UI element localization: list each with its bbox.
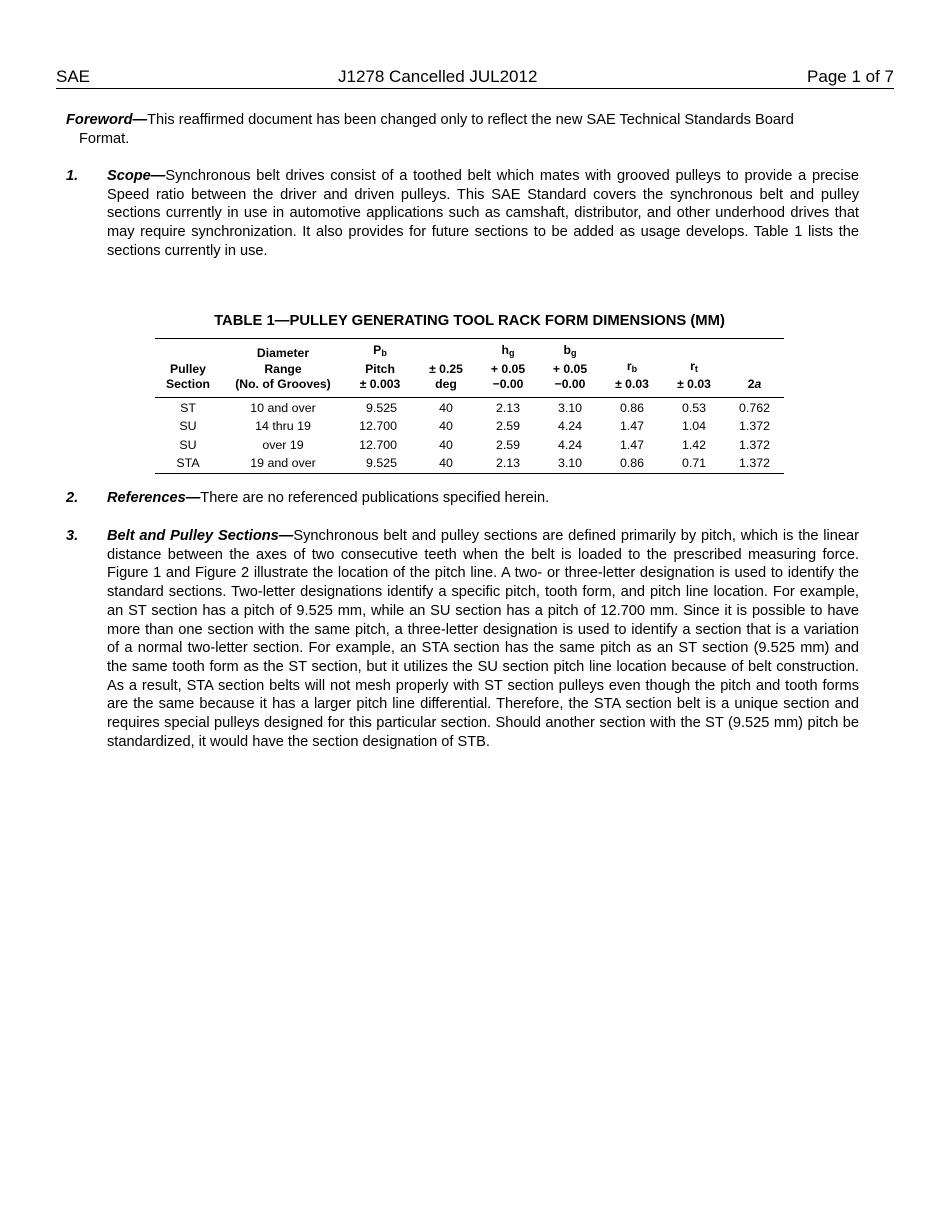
cell-bg: 3.10 <box>539 454 601 473</box>
cell-bg: 4.24 <box>557 437 583 452</box>
cell-angle: 40 <box>439 419 453 433</box>
cell-rb: 0.86 <box>601 454 663 473</box>
page-header <box>56 66 894 89</box>
cell-diameter: over 19 <box>262 437 304 452</box>
col-header-rb: $r_b$ ± 0.03 <box>601 339 663 398</box>
table-header-row <box>155 339 784 398</box>
col-header-2a: 2a <box>725 339 784 398</box>
foreword-heading: Foreword— <box>66 112 148 128</box>
cell-rt: 0.71 <box>663 454 725 473</box>
cell-pitch: 12.700 <box>359 437 397 452</box>
section-heading: Belt and Pulley Sections— <box>107 528 294 544</box>
col-header-section: Pulley Section <box>155 339 221 398</box>
cell-section: SU <box>179 419 197 433</box>
col-header-rt: $r_t$ ± 0.03 <box>663 339 725 398</box>
cell-diameter: 10 and over <box>250 400 316 415</box>
foreword-text-line1: This reaffirmed document has been changed only to reflect the new SAE Technical Standards Board <box>147 112 794 128</box>
col-header-pitch: $P_b$ Pitch ± 0.003 <box>345 339 415 398</box>
cell-rb: 0.86 <box>619 400 645 415</box>
section-number: 3. <box>66 528 79 544</box>
header-doc-id: J1278 Cancelled JUL2012 <box>338 67 538 86</box>
table-row <box>155 436 784 455</box>
foreword-paragraph <box>66 111 859 148</box>
cell-diameter: 14 thru 19 <box>255 419 311 433</box>
col-header-diameter: Diameter Range (No. of Grooves) <box>221 339 345 398</box>
section-belt-pulley <box>66 527 859 751</box>
cell-rt: 1.42 <box>681 437 707 452</box>
cell-section: SU <box>179 437 197 452</box>
table-row <box>155 397 784 417</box>
cell-pitch: 9.525 <box>365 400 397 415</box>
cell-rb: 1.47 <box>619 437 645 452</box>
cell-hg: 2.13 <box>477 454 539 473</box>
cell-hg: 2.59 <box>495 419 521 433</box>
section-text: Synchronous belt and pulley sections are defined primarily by pitch, which is the linear distance between the axes of two consecutive teeth when the belt is loaded to the prescribed measuring force. Figure 1 and Figure 2 illustrate the location of the pitch line. A two- or three-letter designation is used to identify the standard sections. Two-letter designations identify a specific pitch, tooth form, and pitch line location. For example, an ST section has a pitch of 9.525 mm, while an SU section has a pitch of 12.700 mm. Since it is possible to have more than one section with the same pitch, a three-letter designation is used to identify a section that is a variation of a normal two-letter section. For example, an STA section has the same pitch as an ST section (9.525 mm) and the same tooth form as the ST section, but it utilizes the SU section pitch line location because of belt construction. As a result, STA section belts will not mesh properly with ST section pulleys even though the pitch and tooth forms are the same because it has a larger pitch line differential. Therefore, the STA section belt is a unique section and requires special pulleys designed for this particular section. Should another section with the ST (9.525 mm) pitch be standardized, it would have the section designation of STB. <box>107 528 859 750</box>
cell-bg: 3.10 <box>557 400 583 415</box>
section-text: There are no referenced publications specified herein. <box>200 490 550 506</box>
section-number: 2. <box>66 490 79 506</box>
cell-2a: 0.762 <box>738 400 770 415</box>
section-references <box>66 489 859 508</box>
cell-pitch: 12.700 <box>359 419 397 433</box>
cell-section: STA <box>155 454 221 473</box>
cell-hg: 2.59 <box>495 437 521 452</box>
cell-rt: 1.04 <box>681 419 707 433</box>
section-text: Synchronous belt drives consist of a toothed belt which mates with grooved pulleys to provide a precise Speed ratio between the driver and driven pulleys. This SAE Standard covers the synchronous belt and pulley sections currently in use in automotive applications such as camshaft, distributor, and other underhood drives that may require synchronization. It also provides for future sections to be added as usage develops. Table 1 lists the sections currently in use. <box>107 168 859 259</box>
table-row <box>155 454 784 473</box>
cell-2a: 1.372 <box>738 419 770 433</box>
col-header-hg: $h_g$ + 0.05 −0.00 <box>477 339 539 398</box>
cell-angle: 40 <box>415 454 477 473</box>
table-row <box>155 417 784 436</box>
cell-hg: 2.13 <box>495 400 521 415</box>
rack-dimensions-table <box>155 338 784 474</box>
section-heading: Scope— <box>107 168 166 184</box>
header-org: SAE <box>56 67 91 86</box>
col-header-angle: ± 0.25 deg <box>415 339 477 398</box>
section-scope <box>66 167 859 261</box>
cell-rt: 0.53 <box>681 400 707 415</box>
cell-2a: 1.372 <box>725 454 784 473</box>
cell-2a: 1.372 <box>738 437 770 452</box>
foreword-text-line2: Format. <box>79 130 130 147</box>
cell-pitch: 9.525 <box>345 454 415 473</box>
section-heading: References— <box>107 490 201 506</box>
cell-diameter: 19 and over <box>221 454 345 473</box>
table-title: TABLE 1—PULLEY GENERATING TOOL RACK FORM DIMENSIONS (MM) <box>214 313 725 329</box>
cell-bg: 4.24 <box>557 419 583 433</box>
col-header-bg: $b_g$ + 0.05 −0.00 <box>539 339 601 398</box>
header-page-number: Page 1 of 7 <box>807 67 894 86</box>
cell-angle: 40 <box>439 400 453 415</box>
cell-section: ST <box>180 400 196 415</box>
cell-rb: 1.47 <box>619 419 645 433</box>
cell-angle: 40 <box>439 437 453 452</box>
section-number: 1. <box>66 168 79 184</box>
